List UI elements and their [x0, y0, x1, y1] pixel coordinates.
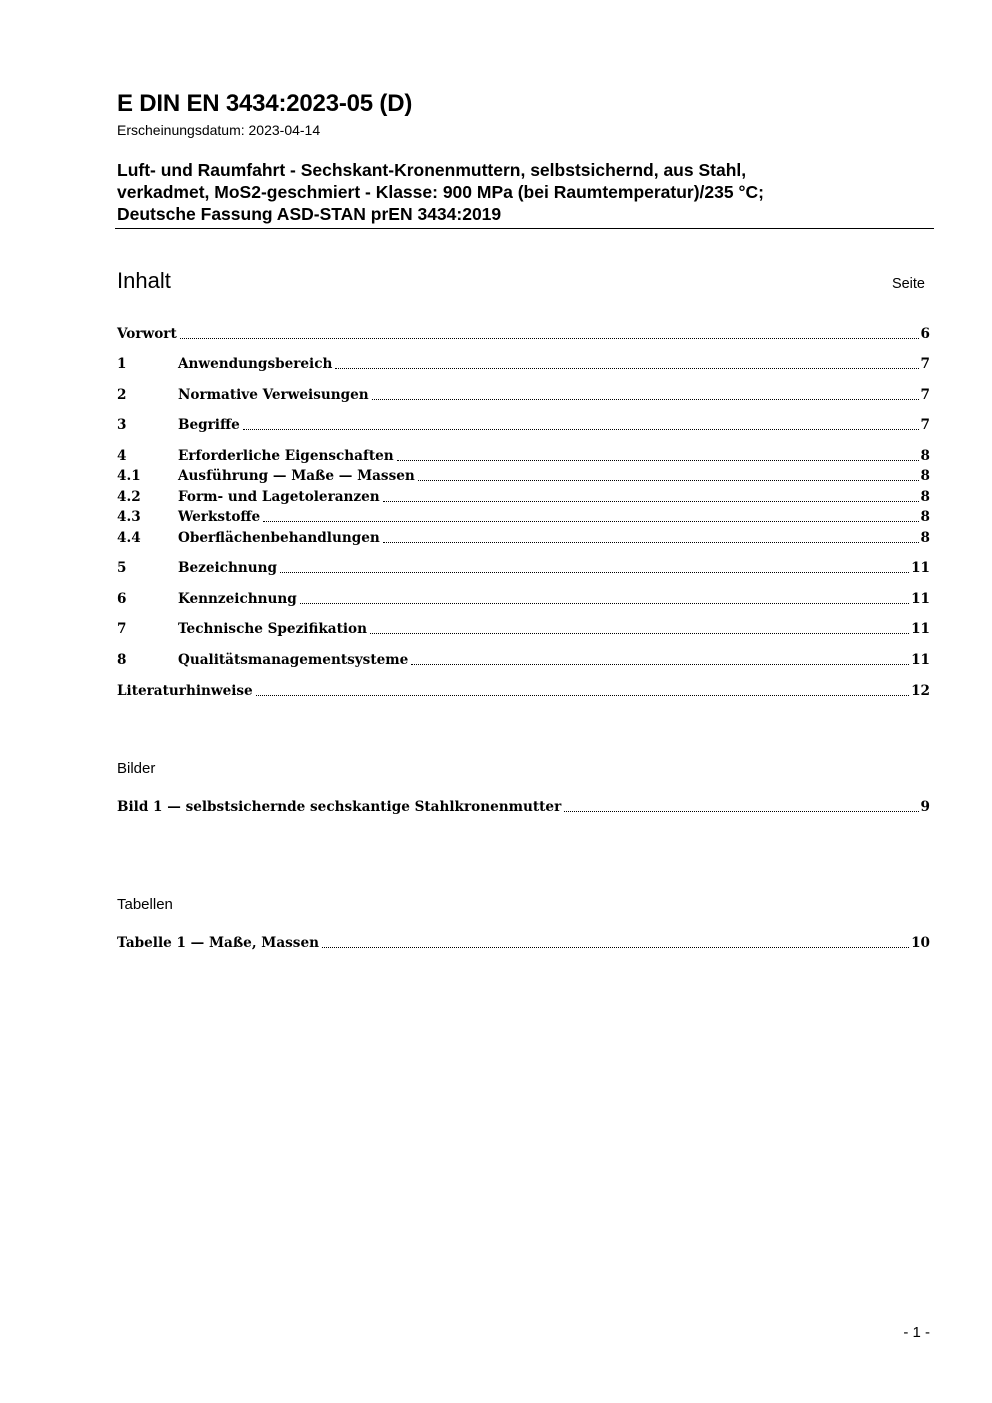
toc-entry-page: 11 [911, 652, 930, 668]
toc-leader [418, 480, 919, 481]
toc-entry-5[interactable] [117, 559, 930, 577]
toc-leader [300, 603, 909, 604]
toc-entry-7[interactable] [117, 620, 930, 638]
toc-entry-number: 5 [117, 560, 127, 576]
toc-entry-1[interactable] [117, 355, 930, 373]
toc-leader [370, 633, 909, 634]
toc-entry-page: 7 [920, 387, 930, 403]
table-entry-text: Tabelle 1 — Maße, Massen [117, 935, 319, 951]
toc-entry-4-2[interactable] [117, 488, 930, 506]
toc-entry-number: 4.2 [117, 489, 141, 505]
toc-entry-text: Normative Verweisungen [178, 387, 369, 403]
toc-entry-number: 8 [117, 652, 127, 668]
toc-entry-number: 4.4 [117, 530, 141, 546]
toc-entry-4-4[interactable] [117, 529, 930, 547]
toc-entry-3[interactable] [117, 416, 930, 434]
figure-entry-text: Bild 1 — selbstsichernde sechskantige Stahlkronenmutter [117, 799, 562, 815]
toc-leader [280, 572, 909, 573]
toc-entry-number: 7 [117, 621, 127, 637]
toc-entry-literaturhinweise[interactable] [117, 682, 930, 700]
toc-entry-page: 8 [920, 448, 930, 464]
toc-entry-text: Literaturhinweise [117, 683, 253, 699]
toc-entry-text: Begriffe [178, 417, 240, 433]
toc-entry-number: 3 [117, 417, 127, 433]
toc-leader [256, 695, 909, 696]
subtitle-line: verkadmet, MoS2-geschmiert - Klasse: 900 MPa (bei Raumtemperatur)/235 °C; [117, 182, 764, 202]
figure-entry-1[interactable] [117, 798, 930, 816]
toc-entry-4-3[interactable] [117, 508, 930, 526]
table-entry-page: 10 [911, 935, 930, 951]
toc-entry-text: Bezeichnung [178, 560, 277, 576]
toc-entry-vorwort[interactable] [117, 325, 930, 343]
toc-entry-4-1[interactable] [117, 467, 930, 485]
table-entry-1[interactable] [117, 934, 930, 952]
toc-entry-page: 7 [920, 356, 930, 372]
tables-heading: Tabellen [117, 896, 173, 913]
header-divider [115, 228, 934, 229]
subtitle-line: Luft- und Raumfahrt - Sechskant-Kronenmuttern, selbstsichernd, aus Stahl, [117, 160, 747, 180]
toc-entry-text: Anwendungsbereich [178, 356, 333, 372]
toc-leader [564, 811, 918, 812]
toc-leader [383, 501, 919, 502]
toc-entry-page: 11 [911, 560, 930, 576]
toc-entry-2[interactable] [117, 386, 930, 404]
toc-entry-text: Technische Spezifikation [178, 621, 367, 637]
toc-entry-4[interactable] [117, 447, 930, 465]
toc-leader [322, 947, 909, 948]
toc-entry-page: 8 [920, 468, 930, 484]
toc-entry-page: 8 [920, 489, 930, 505]
document-title: E DIN EN 3434:2023-05 (D) [117, 90, 413, 117]
toc-entry-number: 4.3 [117, 509, 141, 525]
toc-entry-number: 6 [117, 591, 127, 607]
toc-entry-text: Form- und Lagetoleranzen [178, 489, 380, 505]
page-column-label: Seite [891, 276, 925, 292]
toc-leader [263, 521, 918, 522]
toc-entry-page: 12 [911, 683, 930, 699]
toc-entry-page: 8 [920, 530, 930, 546]
toc-entry-text: Vorwort [117, 326, 177, 342]
figures-heading: Bilder [117, 760, 156, 777]
publication-date: Erscheinungsdatum: 2023-04-14 [117, 122, 321, 138]
toc-entry-8[interactable] [117, 651, 930, 669]
subtitle-line: Deutsche Fassung ASD-STAN prEN 3434:2019 [117, 204, 502, 224]
toc-leader [397, 460, 919, 461]
toc-entry-page: 6 [920, 326, 930, 342]
toc-entry-page: 8 [920, 509, 930, 525]
toc-leader [243, 429, 919, 430]
toc-leader [335, 368, 918, 369]
toc-heading: Inhalt [117, 268, 171, 293]
toc-entry-number: 2 [117, 387, 127, 403]
toc-entry-page: 11 [911, 621, 930, 637]
toc-entry-text: Werkstoffe [178, 509, 261, 525]
toc-leader [383, 542, 919, 543]
toc-entry-page: 7 [920, 417, 930, 433]
toc-entry-text: Qualitätsmanagementsysteme [178, 652, 409, 668]
toc-entry-text: Oberflächenbehandlungen [178, 530, 380, 546]
toc-entry-number: 4 [117, 448, 127, 464]
document-subtitle [117, 159, 917, 225]
toc-entry-6[interactable] [117, 590, 930, 608]
toc-leader [411, 664, 909, 665]
toc-entry-number: 4.1 [117, 468, 141, 484]
toc-entry-number: 1 [117, 356, 127, 372]
toc-entry-text: Ausführung — Maße — Massen [178, 468, 415, 484]
figure-entry-page: 9 [920, 799, 930, 815]
toc-leader [180, 338, 919, 339]
toc-entry-page: 11 [911, 591, 930, 607]
toc-entry-text: Erforderliche Eigenschaften [178, 448, 394, 464]
page-number: - 1 - [903, 1324, 930, 1341]
toc-entry-text: Kennzeichnung [178, 591, 297, 607]
toc-leader [372, 399, 919, 400]
